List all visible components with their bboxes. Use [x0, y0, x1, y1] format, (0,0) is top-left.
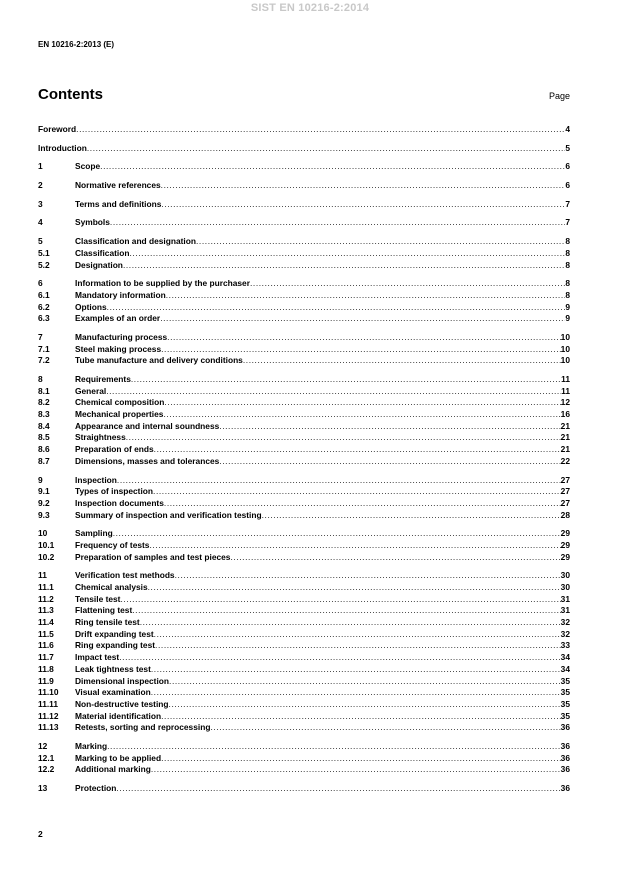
toc-entry-number: 8.2	[38, 397, 50, 408]
toc-entry-number: 10.1	[38, 539, 55, 550]
toc-entry-page: 11	[561, 385, 570, 396]
toc-entry-page: 34	[560, 652, 570, 663]
toc-entry[interactable]	[38, 143, 570, 155]
toc-entry-page: 8	[565, 278, 570, 289]
toc-entry-page: 32	[560, 617, 570, 628]
dot-leader	[132, 605, 560, 617]
toc-entry-page: 27	[560, 486, 570, 497]
dot-leader	[106, 386, 561, 398]
dot-leader	[151, 664, 561, 676]
toc-entry-page: 21	[560, 420, 570, 431]
toc-entry-number: 6.3	[38, 313, 50, 324]
toc-entry-page: 36	[560, 764, 570, 775]
toc-entry[interactable]	[38, 676, 570, 688]
toc-entry-title: Designation	[75, 259, 123, 270]
toc-entry-number: 11.4	[38, 617, 54, 628]
toc-entry-title: Sampling	[75, 528, 113, 539]
toc-entry-number: 12.2	[38, 764, 55, 775]
toc-entry-number: 6	[38, 278, 43, 289]
toc-entry-number: 10.2	[38, 551, 55, 562]
toc-entry-number: 1	[38, 161, 43, 172]
toc-entry[interactable]	[38, 374, 570, 386]
toc-entry[interactable]	[38, 161, 570, 173]
toc-entry-page: 10	[560, 355, 570, 366]
toc-entry-title: Mandatory information	[75, 289, 166, 300]
toc-entry-page: 6	[565, 180, 570, 191]
toc-entry-number: 8.6	[38, 444, 50, 455]
toc-entry[interactable]	[38, 344, 570, 356]
toc-entry-number: 8.4	[38, 420, 50, 431]
toc-entry-title: Material identification	[75, 710, 162, 721]
toc-entry-title: Leak tightness test	[75, 663, 151, 674]
toc-entry-page: 31	[560, 605, 570, 616]
dot-leader	[161, 344, 561, 356]
toc-entry-page: 21	[560, 444, 570, 455]
toc-entry-title: Retests, sorting and reprocessing	[75, 722, 211, 733]
dot-leader	[151, 764, 561, 776]
dot-leader	[87, 143, 565, 155]
dot-leader	[166, 290, 566, 302]
toc-entry-title: Non-destructive testing	[75, 698, 169, 709]
toc-entry[interactable]	[38, 528, 570, 540]
dot-leader	[161, 180, 566, 192]
toc-entry-page: 4	[565, 124, 570, 134]
toc-entry-page: 6	[565, 161, 570, 172]
dot-leader	[154, 629, 561, 641]
toc-entry[interactable]	[38, 753, 570, 765]
toc-entry-page: 29	[560, 551, 570, 562]
dot-leader	[243, 355, 561, 367]
toc-entry-title: Types of inspection	[75, 486, 154, 497]
toc-entry-page: 11	[561, 374, 570, 384]
dot-leader	[76, 124, 565, 136]
toc-entry-title: Classification	[75, 247, 130, 258]
dot-leader	[155, 640, 561, 652]
dot-leader	[123, 260, 565, 272]
toc-entry-title: Frequency of tests	[75, 539, 150, 550]
dot-leader	[116, 783, 560, 795]
toc-entry-page: 36	[560, 783, 570, 793]
toc-entry[interactable]	[38, 570, 570, 582]
toc-entry-title: Introduction	[38, 142, 87, 153]
toc-entry-title: Steel making process	[75, 343, 162, 354]
dot-leader	[140, 617, 561, 629]
dot-leader	[160, 313, 565, 325]
toc-entry[interactable]	[38, 180, 570, 192]
toc-entry[interactable]	[38, 664, 570, 676]
toc-entry-page: 21	[560, 432, 570, 443]
toc-entry[interactable]	[38, 605, 570, 617]
toc-entry-number: 8.1	[38, 385, 50, 396]
toc-entry-title: Tensile test	[75, 593, 121, 604]
toc-entry-number: 9.2	[38, 497, 50, 508]
toc-entry-title: Terms and definitions	[75, 198, 162, 209]
toc-entry-number: 7.2	[38, 355, 50, 366]
toc-entry-title: Scope	[75, 161, 101, 172]
toc-entry[interactable]	[38, 444, 570, 456]
toc-entry[interactable]	[38, 699, 570, 711]
toc-entry[interactable]	[38, 640, 570, 652]
toc-entry-number: 7.1	[38, 343, 50, 354]
toc-entry[interactable]	[38, 582, 570, 594]
toc-entry-title: Marking to be applied	[75, 752, 162, 763]
toc-entry-page: 36	[560, 740, 570, 751]
toc-entry[interactable]	[38, 332, 570, 344]
toc-entry-number: 4	[38, 217, 43, 228]
toc-entry-title: Flattening test	[75, 605, 133, 616]
toc-entry-page: 28	[560, 509, 570, 520]
toc-entry[interactable]	[38, 386, 570, 398]
toc-entry-number: 9.1	[38, 486, 50, 497]
toc-entry[interactable]	[38, 456, 570, 468]
toc-entry-number: 9	[38, 474, 43, 485]
toc-entry[interactable]	[38, 421, 570, 433]
toc-entry-number: 5.2	[38, 259, 50, 270]
toc-entry-title: Foreword	[38, 124, 77, 134]
toc-entry[interactable]	[38, 540, 570, 552]
toc-entry-number: 11	[38, 570, 47, 581]
toc-entry-page: 27	[560, 497, 570, 508]
dot-leader	[154, 444, 561, 456]
toc-entry-page: 8	[565, 247, 570, 258]
toc-entry-title: General	[75, 385, 107, 396]
toc-entry-number: 11.5	[38, 628, 54, 639]
dot-leader	[119, 652, 560, 664]
toc-entry-number: 7	[38, 331, 43, 342]
dot-leader	[110, 217, 565, 229]
toc-entry[interactable]	[38, 397, 570, 409]
toc-entry-page: 36	[560, 752, 570, 763]
toc-entry-title: Examples of an order	[75, 313, 161, 324]
dot-leader	[161, 199, 565, 211]
toc-entry[interactable]	[38, 486, 570, 498]
dot-leader	[262, 510, 561, 522]
toc-entry[interactable]	[38, 722, 570, 734]
toc-entry-number: 8.5	[38, 432, 50, 443]
toc-entry[interactable]	[38, 475, 570, 487]
toc-entry-page: 7	[565, 198, 570, 209]
toc-entry-number: 11.10	[38, 687, 59, 698]
toc-entry-title: Inspection	[75, 474, 117, 485]
page-title: Contents	[38, 86, 103, 103]
dot-leader	[250, 278, 565, 290]
dot-leader	[219, 456, 560, 468]
toc-entry-title: Chemical composition	[75, 397, 165, 408]
toc-entry[interactable]	[38, 236, 570, 248]
toc-entry-title: Impact test	[75, 652, 120, 663]
page-column-label: Page	[548, 91, 570, 101]
toc-entry-page: 9	[565, 313, 570, 324]
toc-entry-title: Ring tensile test	[75, 617, 140, 628]
toc-entry[interactable]	[38, 783, 570, 795]
toc-entry-title: Drift expanding test	[75, 628, 154, 639]
toc-entry-page: 9	[565, 301, 570, 312]
toc-entry-title: Dimensional inspection	[75, 675, 170, 686]
table-of-contents	[38, 124, 570, 795]
toc-entry-number: 12	[38, 740, 48, 751]
toc-entry-page: 10	[560, 343, 570, 354]
toc-entry-number: 10	[38, 528, 48, 539]
toc-entry-title: Protection	[75, 783, 117, 793]
toc-entry-page: 30	[560, 582, 570, 592]
page-number: 2	[38, 829, 43, 839]
toc-entry-page: 34	[560, 663, 570, 674]
dot-leader	[129, 248, 565, 260]
toc-entry-title: Information to be supplied by the purchaser	[75, 278, 250, 289]
dot-leader	[107, 302, 566, 314]
toc-entry-title: Preparation of samples and test pieces	[75, 551, 231, 562]
toc-entry-page: 30	[560, 570, 570, 581]
dot-leader	[169, 699, 561, 711]
dot-leader	[164, 498, 561, 510]
toc-entry[interactable]	[38, 498, 570, 510]
toc-entry-page: 32	[560, 628, 570, 639]
toc-entry-number: 11.11	[38, 698, 59, 709]
toc-entry[interactable]	[38, 313, 570, 325]
toc-entry-title: Tube manufacture and delivery conditions	[75, 355, 243, 366]
toc-entry-page: 5	[565, 142, 570, 153]
toc-entry-number: 6.2	[38, 301, 50, 312]
toc-entry[interactable]	[38, 124, 570, 136]
toc-entry-page: 12	[560, 397, 570, 408]
toc-entry-title: Chemical analysis	[75, 582, 148, 592]
toc-entry[interactable]	[38, 552, 570, 564]
toc-entry[interactable]	[38, 248, 570, 260]
dot-leader	[210, 722, 560, 734]
toc-entry-page: 35	[560, 698, 570, 709]
toc-entry-page: 29	[560, 539, 570, 550]
toc-entry-title: Manufacturing process	[75, 331, 168, 342]
toc-entry-title: Summary of inspection and verification testing	[75, 509, 262, 520]
toc-entry-title: Inspection documents	[75, 497, 164, 508]
toc-entry-title: Options	[75, 301, 107, 312]
dot-leader	[151, 687, 561, 699]
dot-leader	[117, 475, 561, 487]
toc-entry[interactable]	[38, 741, 570, 753]
dot-leader	[113, 528, 561, 540]
toc-entry[interactable]	[38, 617, 570, 629]
dot-leader	[163, 409, 560, 421]
toc-entry[interactable]	[38, 711, 570, 723]
toc-entry-page: 33	[560, 640, 570, 651]
toc-entry-page: 22	[560, 455, 570, 466]
dot-leader	[120, 594, 560, 606]
document-id: EN 10216-2:2013 (E)	[38, 40, 115, 49]
toc-entry[interactable]	[38, 217, 570, 229]
toc-entry-number: 11.8	[38, 663, 54, 674]
toc-entry-number: 11.12	[38, 710, 59, 721]
toc-entry-number: 9.3	[38, 509, 50, 520]
toc-entry[interactable]	[38, 629, 570, 641]
toc-entry-page: 31	[560, 593, 570, 604]
dot-leader	[196, 236, 565, 248]
dot-leader	[161, 753, 561, 765]
toc-entry-title: Verification test methods	[75, 570, 175, 581]
toc-entry-title: Appearance and internal soundness	[75, 420, 220, 431]
toc-entry-title: Normative references	[75, 180, 161, 191]
toc-entry-title: Visual examination	[75, 687, 151, 698]
toc-entry-number: 11.6	[38, 640, 54, 651]
toc-entry[interactable]	[38, 652, 570, 664]
toc-entry-number: 13	[38, 783, 48, 793]
dot-leader	[149, 540, 560, 552]
toc-entry-number: 8	[38, 374, 43, 384]
toc-entry-page: 27	[560, 474, 570, 485]
toc-entry-number: 8.3	[38, 409, 50, 420]
dot-leader	[169, 676, 561, 688]
toc-entry[interactable]	[38, 510, 570, 522]
toc-entry[interactable]	[38, 260, 570, 272]
toc-entry-page: 29	[560, 528, 570, 539]
toc-entry[interactable]	[38, 355, 570, 367]
toc-entry-number: 2	[38, 180, 43, 191]
dot-leader	[148, 582, 561, 594]
toc-entry-page: 8	[565, 289, 570, 300]
toc-entry-number: 11.7	[38, 652, 54, 663]
toc-entry[interactable]	[38, 278, 570, 290]
toc-entry-page: 35	[560, 687, 570, 698]
dot-leader	[131, 374, 561, 386]
toc-entry-number: 11.1	[38, 582, 54, 592]
toc-entry-title: Ring expanding test	[75, 640, 156, 651]
toc-entry-title: Dimensions, masses and tolerances	[75, 455, 220, 466]
toc-entry-number: 11.13	[38, 722, 59, 733]
toc-entry-number: 11.2	[38, 593, 54, 604]
toc-entry-page: 8	[565, 259, 570, 270]
toc-entry-page: 35	[560, 710, 570, 721]
dot-leader	[126, 432, 561, 444]
toc-entry-page: 35	[560, 675, 570, 686]
toc-entry[interactable]	[38, 409, 570, 421]
toc-entry-number: 6.1	[38, 289, 50, 300]
toc-entry-number: 11.9	[38, 675, 54, 686]
toc-entry-page: 10	[560, 331, 570, 342]
toc-entry-number: 5	[38, 236, 43, 247]
dot-leader	[164, 397, 560, 409]
toc-entry-page: 8	[565, 236, 570, 247]
toc-entry-number: 3	[38, 198, 43, 209]
toc-entry[interactable]	[38, 764, 570, 776]
dot-leader	[175, 570, 561, 582]
dot-leader	[107, 741, 561, 753]
toc-entry[interactable]	[38, 199, 570, 211]
toc-entry-number: 5.1	[38, 247, 50, 258]
toc-entry-title: Straightness	[75, 432, 126, 443]
toc-entry[interactable]	[38, 687, 570, 699]
toc-entry-title: Mechanical properties	[75, 409, 164, 420]
toc-entry-title: Preparation of ends	[75, 444, 154, 455]
toc-entry-page: 7	[565, 217, 570, 228]
toc-entry[interactable]	[38, 290, 570, 302]
toc-entry[interactable]	[38, 432, 570, 444]
toc-entry[interactable]	[38, 302, 570, 314]
dot-leader	[219, 421, 560, 433]
toc-entry-number: 8.7	[38, 455, 50, 466]
toc-entry[interactable]	[38, 594, 570, 606]
toc-entry-number: 12.1	[38, 752, 55, 763]
dot-leader	[153, 486, 561, 498]
toc-entry-title: Marking	[75, 740, 108, 751]
toc-entry-title: Classification and designation	[75, 236, 196, 247]
toc-entry-title: Symbols	[75, 217, 110, 228]
toc-entry-title: Requirements	[75, 374, 131, 384]
toc-entry-title: Additional marking	[75, 764, 151, 775]
watermark: SIST EN 10216-2:2014	[250, 2, 370, 14]
dot-leader	[100, 161, 565, 173]
toc-entry-page: 36	[560, 722, 570, 733]
toc-entry-number: 11.3	[38, 605, 54, 616]
dot-leader	[230, 552, 560, 564]
dot-leader	[167, 332, 561, 344]
toc-entry-page: 16	[560, 409, 570, 420]
dot-leader	[161, 711, 561, 723]
